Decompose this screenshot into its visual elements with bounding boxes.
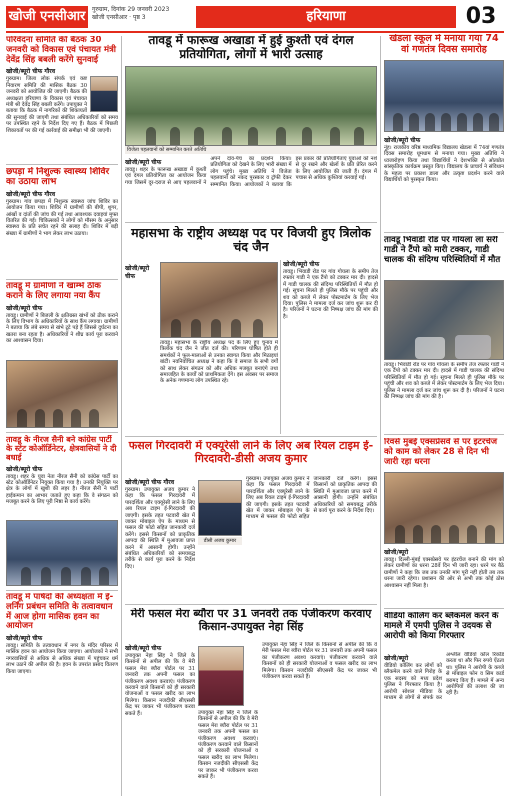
- article-body: गुरुग्राम। उपायुक्त अजय कुमार ने कहा कि फसल गिरदावरी में पारदर्शिता और एक्यूरेसी लाने के लिए अब रियल टाइम ई-गिरदावरी की जाएगी। इसके तहत पटवारी खेत में जाकर मोबाइल ऐप के माध्यम से फसल की फोटो सहित जानकारी दर्ज करेंगे। इससे किसानों को प्राकृतिक आपदा की स्थिति में मुआवजा प्राप्त करने में आसानी होगी। उन्होंने संबंधित अधिकारियों को समयबद्ध तरीके से कार्य पूरा करने के निर्देश दिए।: [246, 476, 377, 521]
- headline: मेरी फसल मेरा ब्यौरा पर 31 जनवरी तक पंजीकरण करवाए किसान-उपायुक्त नेहा सिंह: [130, 608, 372, 633]
- page-number: 03: [465, 4, 497, 29]
- article-trilok-body-col1: [125, 262, 158, 432]
- article-road-accident-headline: [384, 236, 504, 276]
- article-body: उपायुक्त नेहा सिंह ने जिले के किसानों से अपील की कि वे मेरी फसल मेरा ब्यौरा पोर्टल पर 31 जनवरी तक अपनी फसल का पंजीकरण अवश्य करवाएं। पंजीकरण करवाने वाले किसानों को ही सरकारी योजनाओं व फसल खरीद का लाभ मिलेगा। किसान नजदीकी सीएससी केंद्र पर जाकर भी पंजीकरण करवा सकते हैं।: [125, 653, 195, 717]
- minister-portrait: [90, 76, 118, 112]
- article-body: तावडू। भिवाडी रोड पर गांव गोयला के समीप तेज रफ्तार गाडी ने एक टैंपो को टक्कर मार दी। हादसे में गाडी चालक की संदिग्ध परिस्थितियों में मौत हो गई। सूचना मिलते ही पुलिस मौके पर पहुंची और शव को कब्जे में लेकर पोस्टमार्टम के लिए भेज दिया। पुलिस ने मामला दर्ज कर जांच शुरू कर दी है। परिजनों ने घटना की निष्पक्ष जांच की मांग की है।: [283, 269, 378, 320]
- byline: खोजी/ब्यूरो चीफ: [6, 635, 43, 643]
- article-body: गुरुग्राम। जिला लोक संपर्क एवं कष्ट निवारण समिति की मासिक बैठक 30 जनवरी को आयोजित की जाएगी। बैठक की अध्यक्षता हरियाणा के विकास एवं पंचायत मंत्री श्री देवेंद्र सिंह बबली करेंगे। उपायुक्त ने बताया कि बैठक में नागरिकों की शिकायतों की सुनवाई की जाएगी तथा संबंधित अधिकारियों को समय पर उपस्थित रहने के निर्देश दिए गए हैं। बैठक में पिछली शिकायतों पर की गई कार्रवाई की समीक्षा भी की जाएगी।: [6, 76, 118, 134]
- article-blackmail-body: [384, 652, 504, 794]
- article-girdawari-col1: [125, 476, 195, 600]
- divider: [6, 164, 118, 165]
- article-body: तावडू। समिति के तत्वावधान में नगर के मंदिर परिसर में मासिक हवन का आयोजन किया जाएगा। आयोजकों ने सभी नगरवासियों से अधिक से अधिक संख्या में पहुंचकर धर्म लाभ उठाने की अपील की है। हवन के उपरांत प्रसाद वितरण किया जाएगा।: [6, 643, 118, 675]
- headline: छपड़ा में निशुल्क स्वास्थ्य शिविर का उठाया लाभ: [6, 167, 110, 188]
- wrestling-photo-caption: विजेता पहलवानों को सम्मानित करते अतिथि: [125, 146, 377, 154]
- divider: [125, 222, 377, 223]
- article-trilok-body: [160, 340, 278, 432]
- dharna-photo: [384, 472, 504, 544]
- byline: खोजी/ब्यूरो: [384, 655, 409, 662]
- headline: वीडियो कॉलिंग कर ब्लैकमेल करने के मामले में एमपी पुलिस ने उदयक से आरोपी को किया गिरफ्तार: [384, 612, 499, 641]
- article-body: गुरुग्राम। गांव छपड़ा में निशुल्क स्वास्थ्य जांच शिविर का आयोजन किया गया। शिविर में ग्रामीणों की बीपी, शुगर, आंखों व दांतों की जांच की गई तथा आवश्यक दवाइयां मुफ्त वितरित की गईं। चिकित्सकों ने लोगों को मौसम के अनुसार स्वास्थ्य के प्रति सचेत रहने की सलाह दी। शिविर में बड़ी संख्या में ग्रामीणों ने भाग लेकर लाभ उठाया।: [6, 198, 118, 237]
- article-health-camp: [6, 167, 118, 277]
- byline: खोजी/ब्यूरो चीफ गौरव: [6, 190, 56, 198]
- headline: तावडू के नीरज सैनी बने कांग्रेस पार्टी के स्टेट कोऑर्डिनेटर, क्षेत्रवासियों ने दी बधाई: [6, 435, 117, 463]
- accident-photo: [384, 280, 504, 360]
- article-expressway-body: [384, 546, 504, 606]
- collector-portrait: [198, 646, 244, 706]
- column-rule: [280, 260, 281, 434]
- article-body: तावडू। शहर के युवा नेता नीरज सैनी को कांग्रेस पार्टी का स्टेट कोऑर्डिनेटर नियुक्त किया गया है। उनकी नियुक्ति पर क्षेत्र के लोगों में खुशी की लहर है। नीरज सैनी ने पार्टी हाईकमान का आभार जताते हुए कहा कि वे संगठन को मजबूत करने के लिए पूरी निष्ठा से कार्य करेंगे।: [6, 473, 118, 506]
- byline: खोजी/ब्यूरो चीफ गौरव: [6, 68, 56, 76]
- article-body: तावडू। दिल्ली-मुंबई एक्सप्रेसवे पर इंटरचेंज बनाने की मांग को लेकर ग्रामीणों का धरना 28वें दिन भी जारी रहा। धरने पर बैठे ग्रामीणों ने कहा कि जब तक उनकी मांग पूरी नहीं होती तब तक धरना जारी रहेगा। प्रशासन की ओर से अभी तक कोई ठोस आश्वासन नहीं मिला है।: [384, 557, 504, 589]
- byline: खोजी/ब्यूरो चीफ: [283, 261, 320, 268]
- divider: [384, 434, 504, 435]
- article-girdawari-headline: [125, 440, 377, 472]
- article-committee-meeting: [6, 36, 118, 162]
- article-neha-col2: [198, 710, 258, 794]
- headline: तावडू में पार्षदों की अध्यक्षता में ई-लर्निंग प्रबंधन समिति के तत्वावधान में आज होगा मासिक हवन का आयोजन: [6, 593, 114, 632]
- article-body: उपायुक्त नेहा सिंह ने जिले के किसानों से अपील की कि वे मेरी फसल मेरा ब्यौरा पोर्टल पर 31 जनवरी तक अपनी फसल का पंजीकरण अवश्य करवाएं। पंजीकरण करवाने वाले किसानों को ही सरकारी योजनाओं व फसल खरीद का लाभ मिलेगा। किसान नजदीकी सीएससी केंद्र पर जाकर भी पंजीकरण करवा सकते हैं।: [198, 710, 258, 781]
- newspaper-logo: खोजी एनसीआर: [6, 6, 88, 28]
- divider: [6, 279, 118, 280]
- divider: [6, 590, 118, 591]
- headline: फसल गिरदावरी में एक्यूरेसी लाने के लिए अब रियल टाइम ई-गिरदावरी-डीसी अजय कुमार: [128, 440, 374, 465]
- headline: रिवर्स मुंबई एक्सप्रेसवे से पर इंटरचेंज को काम को लेकर 28 से दिन भी जारी रहा धरना: [384, 438, 498, 467]
- dc-portrait-caption: डीसी अजय कुमार: [198, 537, 242, 545]
- dc-portrait: [198, 480, 242, 536]
- column-rule: [380, 36, 381, 796]
- headline: तावडू में फारूख अखाडा में हुई कुश्ती एवं दंगल प्रतियोगिता, लोगों में भारी उत्साह: [148, 34, 354, 61]
- byline: खोजी/ब्यूरो चीफ: [125, 159, 162, 166]
- poles-camp-photo: [6, 360, 118, 428]
- byline: खोजी/ब्यूरो चीफ: [125, 645, 162, 652]
- byline: खोजी/ब्यूरो चीफ: [6, 465, 43, 473]
- coordinator-photo: [6, 520, 118, 586]
- headline: तावडू भिवाडी रोड पर गोयला ला सरी गाडी ने टैंपो को मारी टक्कर, गाडी चालक की संदिग्ध परिस्थितियों में मौत: [384, 236, 501, 265]
- article-girdawari-col2: [246, 476, 377, 600]
- byline: खोजी/ब्यूरो चीफ: [6, 304, 43, 312]
- article-republic-day-body: [384, 134, 504, 230]
- headline: तावडू में ग्रामीणों ने खाम्भे ठीक कराने के लिए लगाया नया कैंप: [6, 282, 101, 301]
- article-body: तावडू। ग्रामीणों ने बिजली के क्षतिग्रस्त खंभों को ठीक कराने के लिए विभाग के अधिकारियों के साथ कैंप लगाया। ग्रामीणों ने बताया कि लंबे समय से खंभे टूटे पड़े हैं जिससे दुर्घटना का खतरा बना रहता है। अधिकारियों ने शीघ्र कार्य पूरा करवाने का आश्वासन दिया।: [6, 312, 118, 345]
- article-neha-col1: [125, 642, 195, 794]
- article-blackmail-headline: [384, 612, 504, 650]
- article-body: तावडू। शहर के फारूख अखाडा में कुश्ती एवं दंगल प्रतियोगिता का आयोजन किया गया जिसमें दूर-दराज से आए पहलवानों ने अपने दांव-पेच का प्रदर्शन किया। प्रतियोगिता को देखने के लिए भारी संख्या में लोग पहुंचे। मुख्य अतिथि ने विजेता पहलवानों को नकद पुरस्कार व ट्रॉफी देकर सम्मानित किया। आयोजकों ने बताया कि इस प्रकार की प्रतियोगिताएं युवाओं को नशे से दूर रखने और खेलों के प्रति प्रेरित करने के लिए आयोजित की जाती हैं। दंगल में पचास से अधिक कुश्तियां करवाई गईं।: [125, 156, 377, 188]
- article-neha-col3: [262, 642, 377, 794]
- article-expressway-headline: [384, 438, 504, 468]
- divider: [384, 608, 504, 609]
- byline: खोजी/ब्यूरो चीफ: [384, 137, 421, 144]
- republic-day-photo: [384, 60, 504, 132]
- divider: [6, 432, 118, 433]
- divider: [125, 436, 377, 437]
- byline: खोजी/ब्यूरो: [384, 549, 409, 556]
- headline: खेडला स्कूल में मनाया गया 74 वां गणतंत्र दिवस समारोह: [389, 34, 499, 55]
- article-road-accident-body: [384, 362, 504, 432]
- article-road-accident-lead: [283, 258, 378, 434]
- divider: [125, 604, 377, 605]
- byline: खोजी/ब्यूरो चीफ गौरव: [125, 479, 175, 486]
- trilok-celebration-photo: [160, 262, 278, 338]
- headline: परिवेदना समिति की बैठक 30 जनवरी को विकास एवं पंचायत मंत्री देवेंद्र सिंह बबली करेंगे सुनवाई: [6, 36, 116, 65]
- article-body: उपायुक्त नेहा सिंह ने जिले के किसानों से अपील की कि वे मेरी फसल मेरा ब्यौरा पोर्टल पर 31 जनवरी तक अपनी फसल का पंजीकरण अवश्य करवाएं। पंजीकरण करवाने वाले किसानों को ही सरकारी योजनाओं व फसल खरीद का लाभ मिलेगा। किसान नजदीकी सीएससी केंद्र पर जाकर भी पंजीकरण करवा सकते हैं।: [262, 642, 377, 681]
- masthead: [6, 4, 504, 38]
- article-monthly-havan: [6, 593, 118, 793]
- column-rule: [121, 36, 122, 796]
- edition-date: गुरुग्राम, दिनांक 29 जनवरी 2023: [92, 6, 170, 13]
- article-body: वीडियो कॉलिंग कर लोगों को ब्लैकमेल करने वाले गिरोह के एक सदस्य को मध्य प्रदेश पुलिस ने गिरफ्तार किया है। आरोपी सोशल मीडिया के माध्यम से लोगों से संपर्क कर अश्लील वीडियो कॉल रिकॉर्ड करता था और फिर रुपये ऐंठता था। पुलिस ने आरोपी के कब्जे से मोबाइल फोन व सिम कार्ड बरामद किए हैं। मामले में अन्य आरोपियों की तलाश की जा रही है।: [384, 652, 504, 702]
- article-body: तावडू। भिवाडी रोड पर गांव गोयला के समीप तेज रफ्तार गाडी ने एक टैंपो को टक्कर मार दी। हादसे में गाडी चालक की संदिग्ध परिस्थितियों में मौत हो गई। सूचना मिलते ही पुलिस मौके पर पहुंची और शव को कब्जे में लेकर पोस्टमार्टम के लिए भेज दिया। पुलिस ने मामला दर्ज कर जांच शुरू कर दी है। परिजनों ने घटना की निष्पक्ष जांच की मांग की है।: [384, 362, 504, 401]
- divider: [384, 232, 504, 233]
- masthead-rule: [6, 31, 504, 33]
- wrestling-photo: [125, 66, 377, 146]
- article-trilok-headline: [125, 226, 377, 256]
- article-wrestling-body: [125, 156, 377, 220]
- section-title: हरियाणा: [196, 6, 456, 28]
- headline: महासभा के राष्ट्रीय अध्यक्ष पद पर विजयी हुए त्रिलोक चंद जैन: [131, 226, 371, 255]
- article-body: तावडू। महासभा के राष्ट्रीय अध्यक्ष पद के लिए हुए चुनाव में त्रिलोक चंद जैन ने जीत दर्ज की। परिणाम घोषित होते ही समर्थकों ने फूल-मालाओं से उनका स्वागत किया और मिठाइयां बांटीं। नवनिर्वाचित अध्यक्ष ने कहा कि वे समाज के सभी वर्गों को साथ लेकर संगठन को और अधिक मजबूत बनाएंगे तथा समाजहित के कार्यों को प्राथमिकता देंगे। इस अवसर पर समाज के अनेक गणमान्य लोग उपस्थित रहे।: [160, 340, 278, 385]
- article-wrestling-headline: [125, 34, 377, 64]
- byline: खोजी/ब्यूरो चीफ: [125, 265, 150, 280]
- article-body: गुरुग्राम। उपायुक्त अजय कुमार ने कहा कि फसल गिरदावरी में पारदर्शिता और एक्यूरेसी लाने के लिए अब रियल टाइम ई-गिरदावरी की जाएगी। इसके तहत पटवारी खेत में जाकर मोबाइल ऐप के माध्यम से फसल की फोटो सहित जानकारी दर्ज करेंगे। इससे किसानों को प्राकृतिक आपदा की स्थिति में मुआवजा प्राप्त करने में आसानी होगी। उन्होंने संबंधित अधिकारियों को समयबद्ध तरीके से कार्य पूरा करने के निर्देश दिए।: [125, 487, 195, 570]
- edition-page-info: खोजी एनसीआर · पृष्ठ 3: [92, 14, 146, 21]
- article-body: नूंह। राजकीय वरिष्ठ माध्यमिक विद्यालय खेडला में 74वां गणतंत्र दिवस समारोह धूमधाम से मनाया गया। मुख्य अतिथि ने ध्वजारोहण किया तथा विद्यार्थियों ने देशभक्ति से ओतप्रोत सांस्कृतिक कार्यक्रम प्रस्तुत किए। विद्यालय के प्राचार्य ने संविधान के महत्व पर प्रकाश डाला और उत्कृष्ट प्रदर्शन करने वाले विद्यार्थियों को पुरस्कृत किया।: [384, 145, 504, 184]
- article-neha-headline: [125, 608, 377, 638]
